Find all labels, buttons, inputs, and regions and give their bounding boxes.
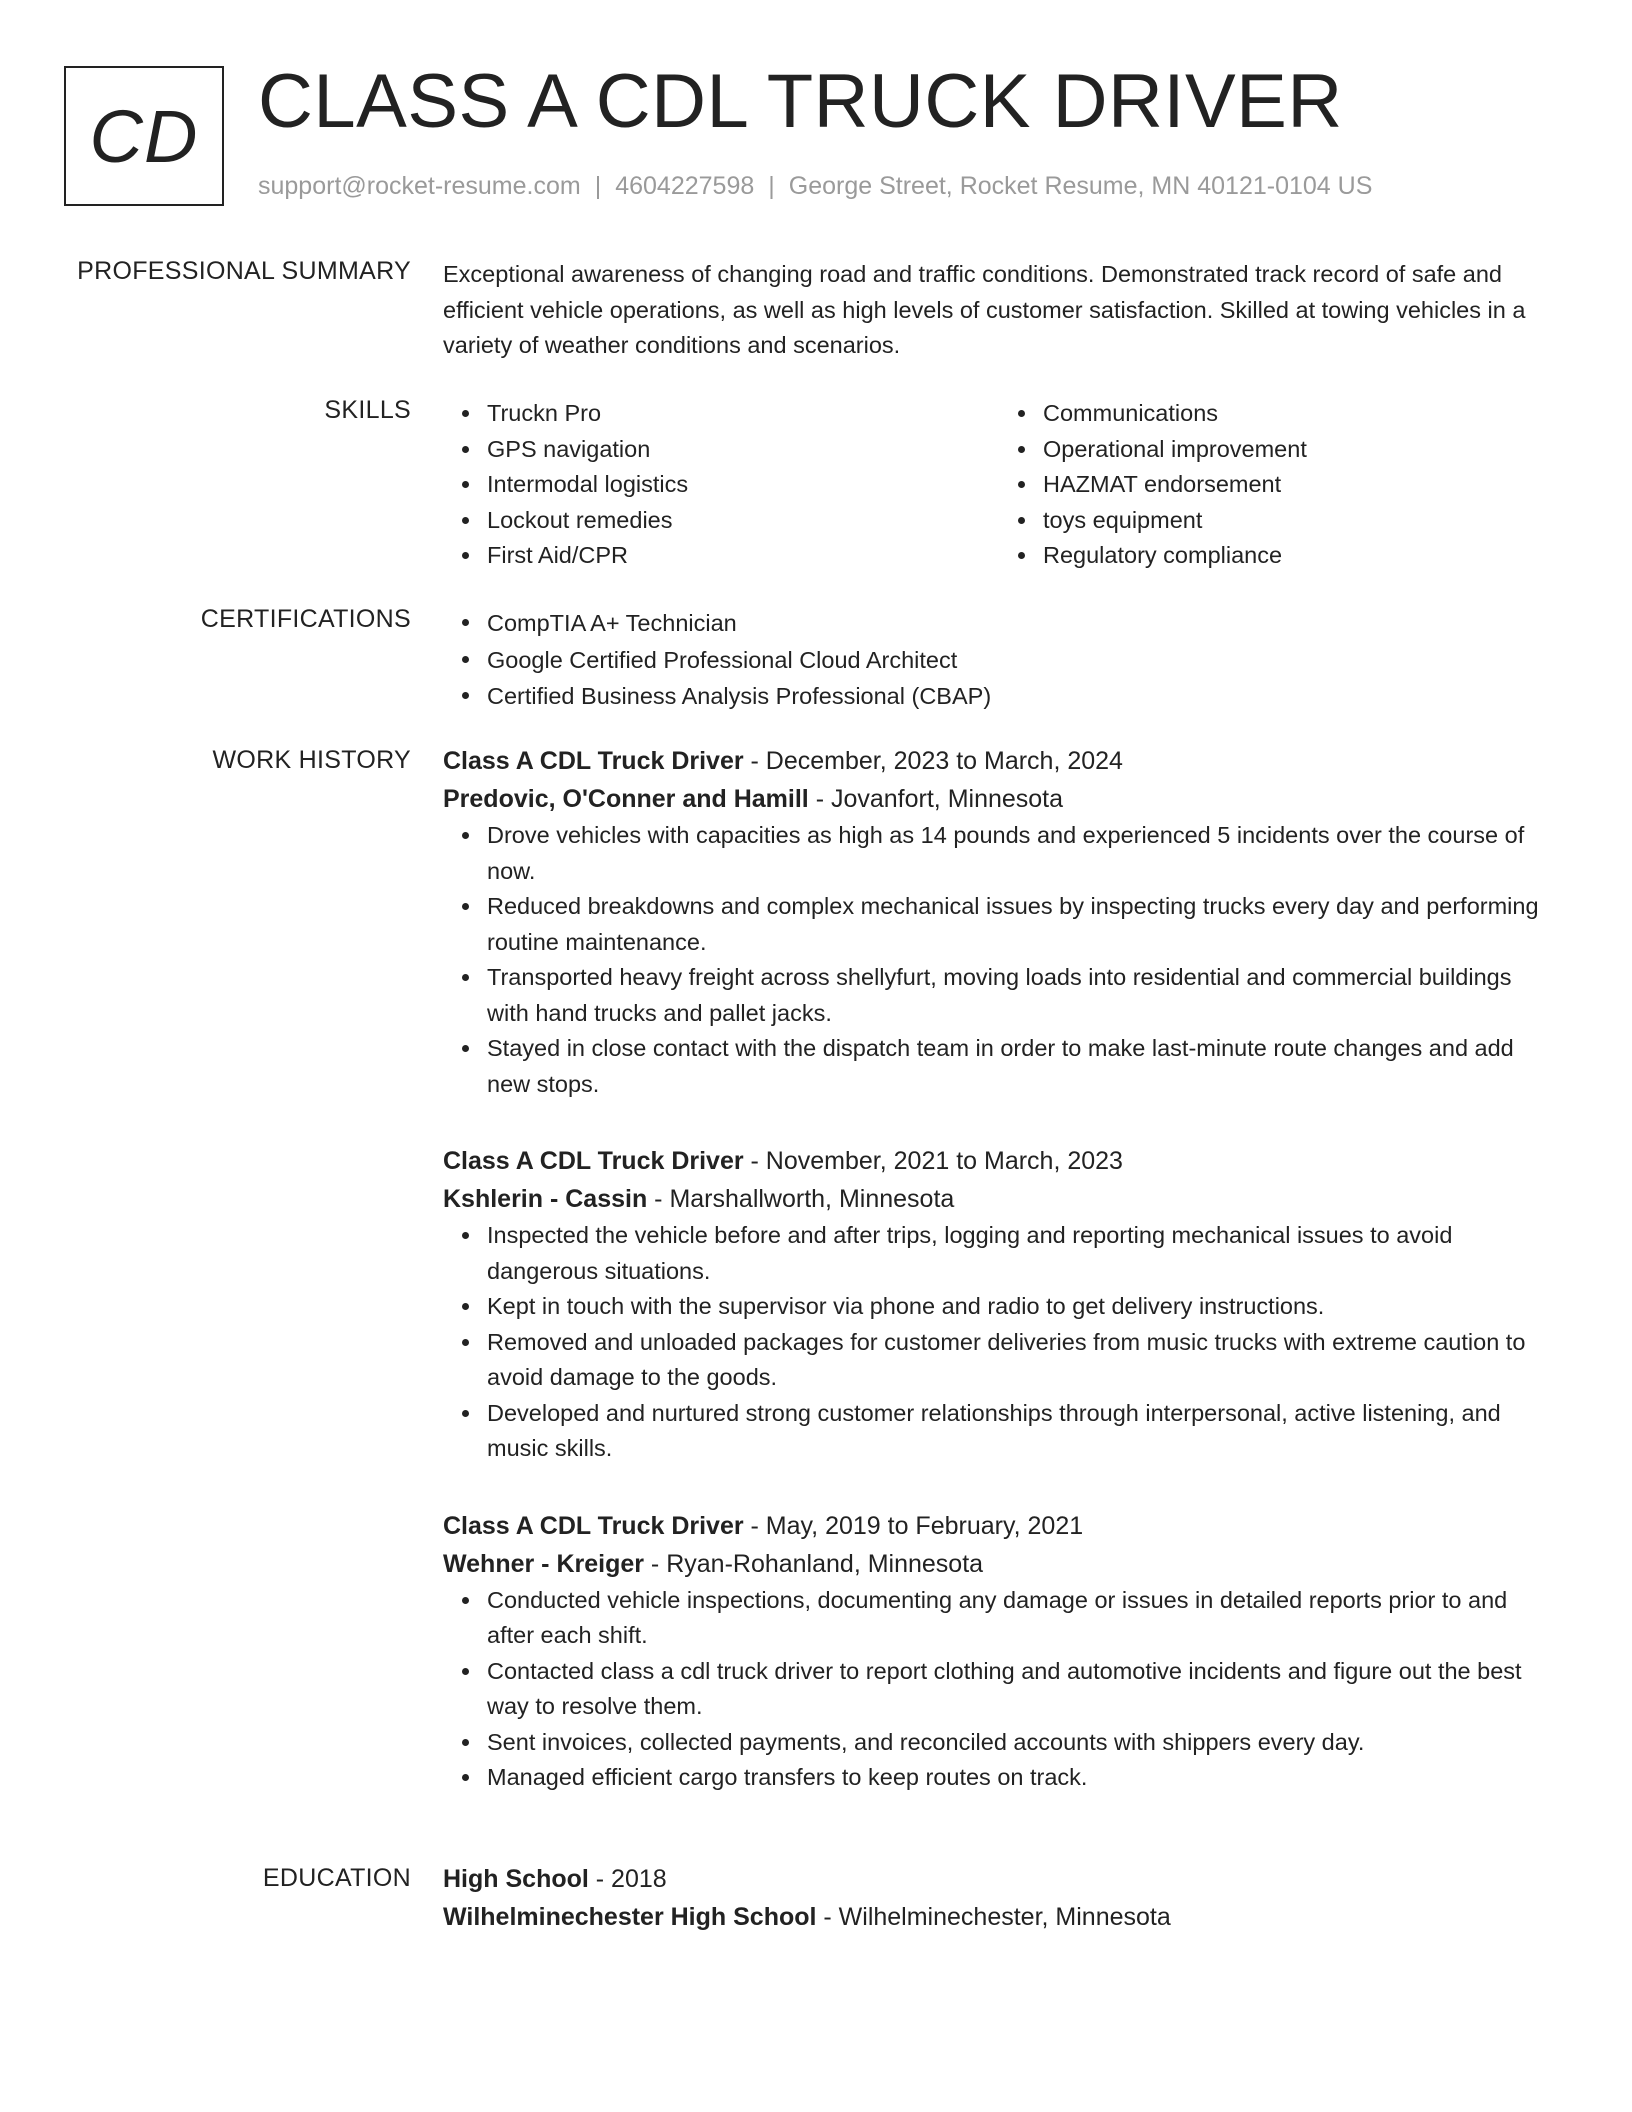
certification-item: Certified Business Analysis Professional (CBAP) xyxy=(487,678,1555,715)
skill-item: Regulatory compliance xyxy=(1043,538,1555,574)
section-heading-education: EDUCATION xyxy=(262,1864,411,1892)
job-title-line xyxy=(443,1507,1555,1545)
job-bullet: Conducted vehicle inspections, documenting any damage or issues in detailed reports prior to and after each shift. xyxy=(487,1583,1555,1654)
contact-email: support@rocket-resume.com xyxy=(258,172,581,200)
education-school-line xyxy=(443,1898,1555,1936)
job-bullet: Stayed in close contact with the dispatch team in order to make last-minute route changes and add new stops. xyxy=(487,1031,1555,1102)
summary-text: Exceptional awareness of changing road and traffic conditions. Demonstrated track record of safe and efficient vehicle operations, as well as high levels of customer satisfaction. Skilled at towing vehicles in a variety of weather conditions and scenarios. xyxy=(443,261,1526,358)
skill-item: Intermodal logistics xyxy=(487,467,999,503)
job-location: - Marshallworth, Minnesota xyxy=(647,1185,955,1213)
certifications-body xyxy=(443,605,1555,715)
job-company: Predovic, O'Conner and Hamill xyxy=(443,785,809,813)
job-bullet: Developed and nurtured strong customer relationships through interpersonal, active listening, and music skills. xyxy=(487,1396,1555,1467)
job-title: Class A CDL Truck Driver xyxy=(443,1147,744,1175)
job-bullet: Sent invoices, collected payments, and reconciled accounts with shippers every day. xyxy=(487,1725,1555,1761)
job-bullets xyxy=(443,1218,1555,1467)
skills-grid xyxy=(443,396,1555,574)
job-entry xyxy=(443,1507,1555,1796)
job-dates: - December, 2023 to March, 2024 xyxy=(743,747,1123,775)
skill-item: First Aid/CPR xyxy=(487,538,999,574)
candidate-title: CLASS A CDL TRUCK DRIVER xyxy=(258,59,1343,144)
skill-item: HAZMAT endorsement xyxy=(1043,467,1555,503)
skill-item: Lockout remedies xyxy=(487,503,999,539)
contact-phone: 4604227598 xyxy=(615,172,755,200)
job-location: - Jovanfort, Minnesota xyxy=(808,785,1064,813)
contact-address: George Street, Rocket Resume, MN 40121-0104 US xyxy=(788,172,1373,200)
job-bullet: Removed and unloaded packages for customer deliveries from music trucks with extreme caution to avoid damage to the goods. xyxy=(487,1325,1555,1396)
job-bullet: Transported heavy freight across shellyfurt, moving loads into residential and commercial buildings with hand trucks and pallet jacks. xyxy=(487,960,1555,1031)
job-bullet: Drove vehicles with capacities as high as 14 pounds and experienced 5 incidents over the course of now. xyxy=(487,818,1555,889)
job-company-line xyxy=(443,1545,1555,1583)
section-heading-summary: PROFESSIONAL SUMMARY xyxy=(77,257,411,285)
skills-list-left xyxy=(443,396,999,574)
job-bullet: Contacted class a cdl truck driver to report clothing and automotive incidents and figure out the best way to resolve them. xyxy=(487,1654,1555,1725)
job-entry xyxy=(443,1142,1555,1467)
job-bullets xyxy=(443,818,1555,1102)
job-title: Class A CDL Truck Driver xyxy=(443,1511,744,1540)
section-heading-work-history: WORK HISTORY xyxy=(212,746,411,774)
monogram-initials: CD xyxy=(89,94,199,178)
job-title-line xyxy=(443,1142,1555,1180)
skill-item: toys equipment xyxy=(1043,503,1555,539)
job-dates: - May, 2019 to February, 2021 xyxy=(743,1511,1084,1540)
monogram-box xyxy=(64,66,224,206)
job-company: Kshlerin - Cassin xyxy=(443,1185,648,1213)
skill-item: Operational improvement xyxy=(1043,432,1555,468)
skill-item: Truckn Pro xyxy=(487,396,999,432)
section-heading-skills: SKILLS xyxy=(324,396,411,424)
job-bullet: Managed efficient cargo transfers to keep routes on track. xyxy=(487,1760,1555,1796)
certification-item: CompTIA A+ Technician xyxy=(487,605,1555,642)
education-degree: High School xyxy=(443,1865,589,1893)
education-school: Wilhelminechester High School xyxy=(443,1903,817,1931)
job-company-line xyxy=(443,780,1555,818)
certification-item: Google Certified Professional Cloud Architect xyxy=(487,642,1555,679)
job-bullet: Reduced breakdowns and complex mechanical issues by inspecting trucks every day and performing routine maintenance. xyxy=(487,889,1555,960)
job-bullets xyxy=(443,1583,1555,1796)
job-title: Class A CDL Truck Driver xyxy=(443,747,744,775)
skills-body xyxy=(443,396,1555,574)
education-body xyxy=(443,1860,1555,1936)
contact-separator: | xyxy=(594,172,602,200)
skill-item: Communications xyxy=(1043,396,1555,432)
contact-line xyxy=(258,172,1372,201)
certifications-list xyxy=(443,605,1555,715)
job-location: - Ryan-Rohanland, Minnesota xyxy=(643,1549,984,1578)
job-bullet: Kept in touch with the supervisor via phone and radio to get delivery instructions. xyxy=(487,1289,1555,1325)
education-degree-line xyxy=(443,1860,1555,1898)
education-location: - Wilhelminechester, Minnesota xyxy=(816,1903,1171,1931)
education-year: - 2018 xyxy=(588,1865,667,1893)
job-entry xyxy=(443,742,1555,1102)
job-company-line xyxy=(443,1180,1555,1218)
job-title-line xyxy=(443,742,1555,780)
skill-item: GPS navigation xyxy=(487,432,999,468)
job-company: Wehner - Kreiger xyxy=(443,1549,644,1578)
summary-body xyxy=(443,257,1555,364)
section-heading-certifications: CERTIFICATIONS xyxy=(200,605,411,633)
job-bullet: Inspected the vehicle before and after trips, logging and reporting mechanical issues to avoid dangerous situations. xyxy=(487,1218,1555,1289)
contact-separator: | xyxy=(768,172,775,200)
skills-list-right xyxy=(999,396,1555,574)
work-history-body xyxy=(443,742,1555,1836)
job-dates: - November, 2021 to March, 2023 xyxy=(743,1147,1123,1175)
